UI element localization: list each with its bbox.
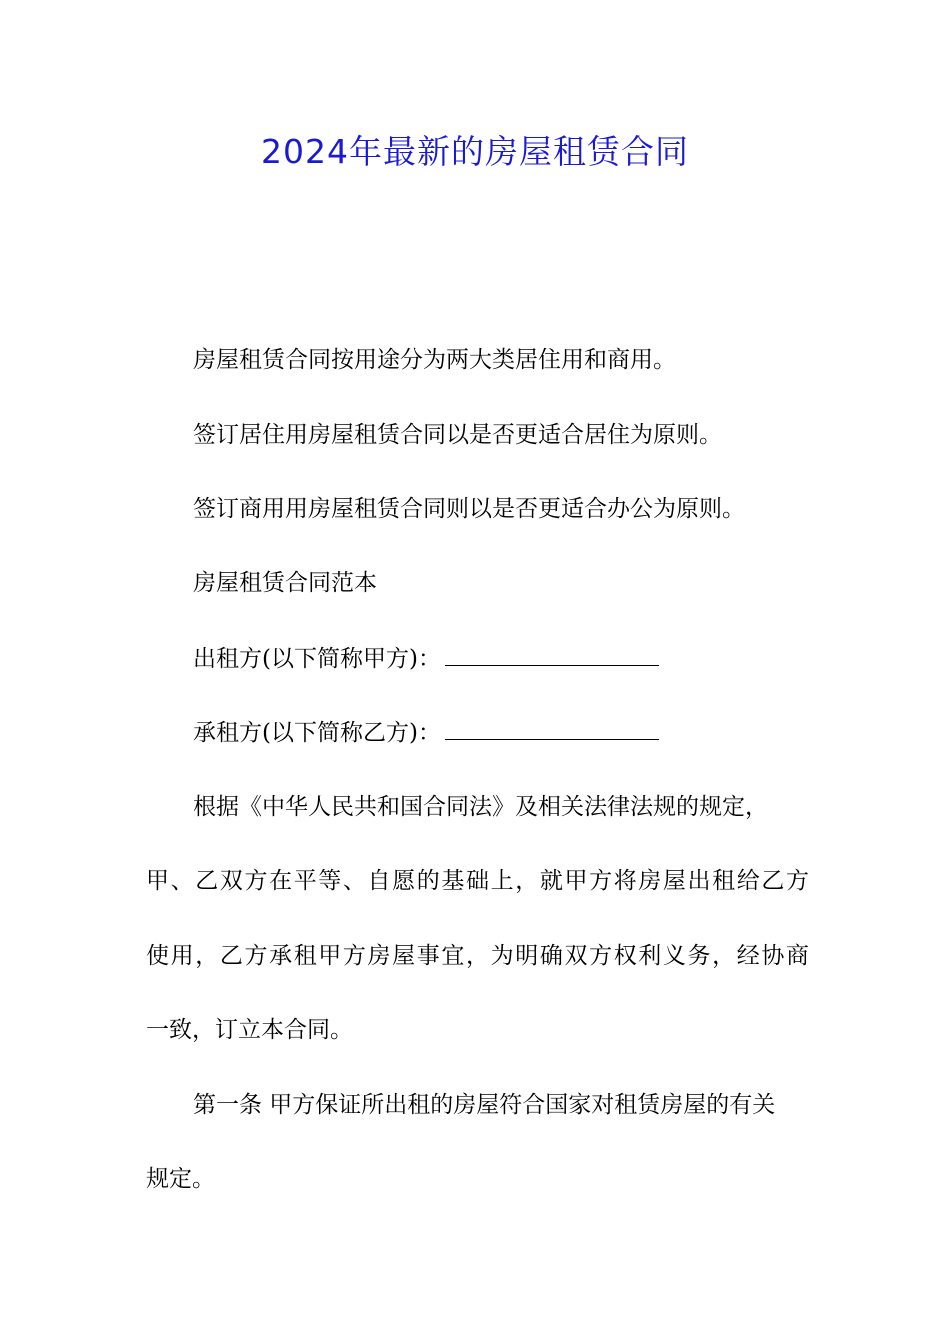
lessee-line xyxy=(193,717,659,748)
lessee-label: 承租方(以下简称乙方)： xyxy=(193,720,441,746)
paragraph-legal-basis-line-2: 甲、乙双方在平等、自愿的基础上，就甲方将房屋出租给乙方 xyxy=(146,868,809,894)
lessor-line xyxy=(193,643,659,674)
lessee-blank-field xyxy=(445,717,659,740)
paragraph-legal-basis-line-3: 使用，乙方承租甲方房屋事宜，为明确双方权利义务，经协商 xyxy=(146,943,809,969)
paragraph-commercial-principle: 签订商用用房屋租赁合同则以是否更适合办公为原则。 xyxy=(193,496,745,522)
document-title: 2024年最新的房屋租赁合同 xyxy=(261,132,689,171)
paragraph-template-heading: 房屋租赁合同范本 xyxy=(193,570,377,596)
paragraph-usage-types: 房屋租赁合同按用途分为两大类居住用和商用。 xyxy=(193,347,676,373)
article-one-line-2: 规定。 xyxy=(146,1166,215,1192)
paragraph-legal-basis-line-4: 一致，订立本合同。 xyxy=(146,1017,353,1043)
lessor-label: 出租方(以下简称甲方)： xyxy=(193,646,441,672)
paragraph-legal-basis-line-1: 根据《中华人民共和国合同法》及相关法律法规的规定， xyxy=(193,794,768,820)
lessor-blank-field xyxy=(445,643,659,666)
paragraph-residential-principle: 签订居住用房屋租赁合同以是否更适合居住为原则。 xyxy=(193,422,722,448)
article-one-line-1: 第一条 甲方保证所出租的房屋符合国家对租赁房屋的有关 xyxy=(193,1092,776,1118)
